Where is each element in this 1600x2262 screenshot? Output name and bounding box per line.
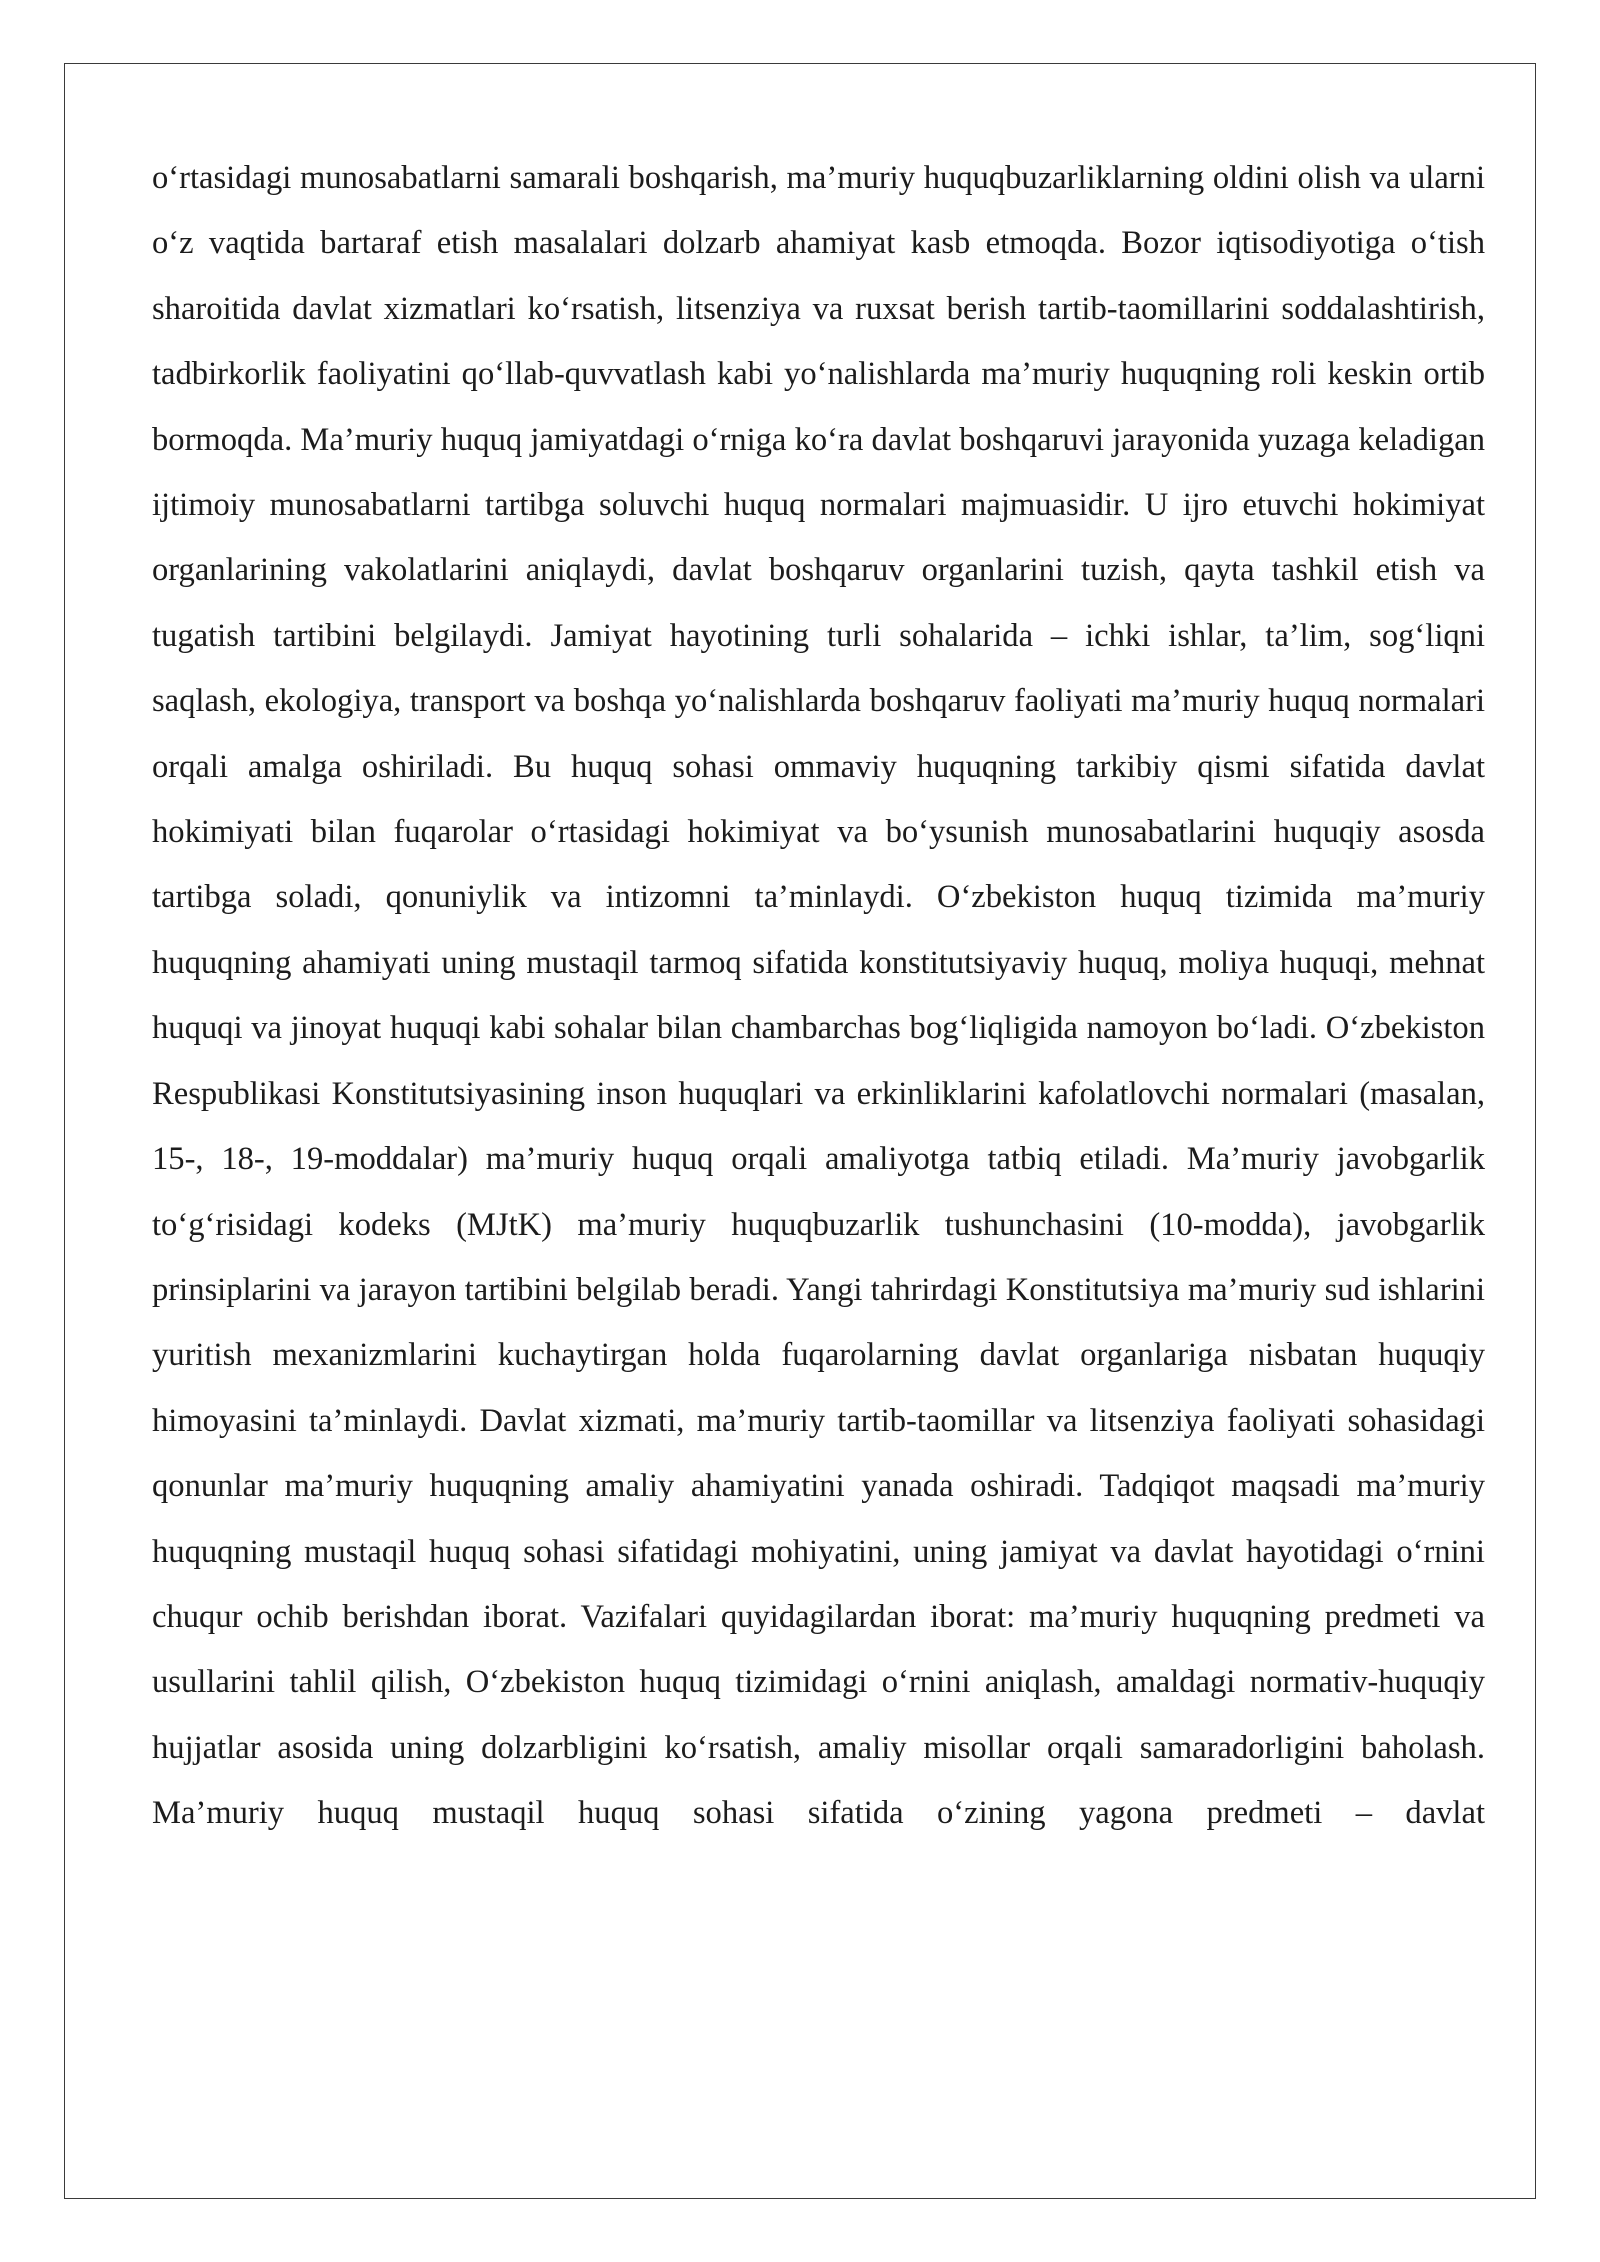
body-paragraph: o‘rtasidagi munosabatlarni samarali boshqarish, ma’muriy huquqbuzarliklarning oldini olish va ularni o‘z vaqtida bartaraf etish masalalari dolzarb ahamiyat kasb etmoqda. Bozor iqtisodiyotiga o‘tish sharoitida davlat xizmatlari ko‘rsatish, litsenziya va ruxsat berish tartib-taomillarini soddalashtirish, tadbirkorlik faoliyatini qo‘llab-quvvatlash kabi yo‘nalishlarda ma’muriy huquqning roli keskin ortib bormoqda. Ma’muriy huquq jamiyatdagi o‘rniga ko‘ra davlat boshqaruvi jarayonida yuzaga keladigan ijtimoiy munosabatlarni tartibga soluvchi huquq normalari majmuasidir. U ijro etuvchi hokimiyat organlarining vakolatlarini aniqlaydi, davlat boshqaruv organlarini tuzish, qayta tashkil etish va tugatish tartibini belgilaydi. Jamiyat hayotining turli sohalarida – ichki ishlar, ta’lim, sog‘liqni saqlash, ekologiya, transport va boshqa yo‘nalishlarda boshqaruv faoliyati ma’muriy huquq normalari orqali amalga oshiriladi. Bu huquq sohasi ommaviy huquqning tarkibiy qismi sifatida davlat hokimiyati bilan fuqarolar o‘rtasidagi hokimiyat va bo‘ysunish munosabatlarini huquqiy asosda tartibga soladi, qonuniylik va intizomni ta’minlaydi. O‘zbekiston huquq tizimida ma’muriy huquqning ahamiyati uning mustaqil tarmoq sifatida konstitutsiyaviy huquq, moliya huquqi, mehnat huquqi va jinoyat huquqi kabi sohalar bilan chambarchas bog‘liqligida namoyon bo‘ladi. O‘zbekiston Respublikasi Konstitutsiyasining inson huquqlari va erkinliklarini kafolatlovchi normalari (masalan, 15-, 18-, 19-moddalar) ma’muriy huquq orqali amaliyotga tatbiq etiladi. Ma’muriy javobgarlik to‘g‘risidagi kodeks (MJtK) ma’muriy huquqbuzarlik tushunchasini (10-modda), javobgarlik prinsiplarini va jarayon tartibini belgilab beradi. Yangi tahrirdagi Konstitutsiya ma’muriy sud ishlarini yuritish mexanizmlarini kuchaytirgan holda fuqarolarning davlat organlariga nisbatan huquqiy himoyasini ta’minlaydi. Davlat xizmati, ma’muriy tartib-taomillar va litsenziya faoliyati sohasidagi qonunlar ma’muriy huquqning amaliy ahamiyatini yanada oshiradi. Tadqiqot maqsadi ma’muriy huquqning mustaqil huquq sohasi sifatidagi mohiyatini, uning jamiyat va davlat hayotidagi o‘rnini chuqur ochib berishdan iborat. Vazifalari quyidagilardan iborat: ma’muriy huquqning predmeti va usullarini tahlil qilish, O‘zbekiston huquq tizimidagi o‘rnini aniqlash, amaldagi normativ-huquqiy hujjatlar asosida uning dolzarbligini ko‘rsatish, amaliy misollar orqali samaradorligini baholash. Ma’muriy huquq mustaqil huquq sohasi sifatida o‘zining yagona predmeti – davlat [152,160,1485,1832]
